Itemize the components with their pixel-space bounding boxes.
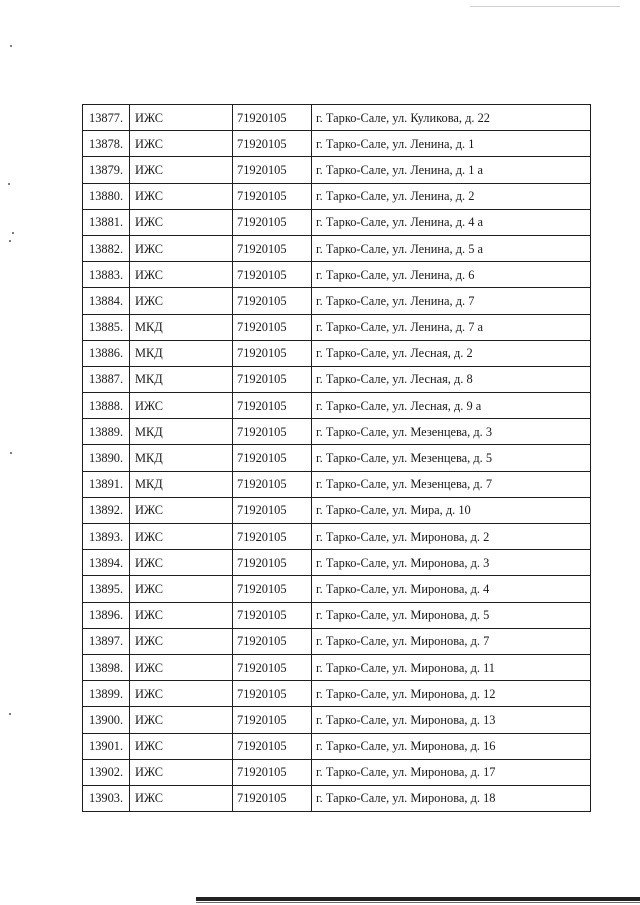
oktmo-code-cell: 71920105	[233, 654, 312, 680]
scan-speck	[8, 183, 10, 185]
building-type-cell: ИЖС	[130, 262, 233, 288]
address-cell: г. Тарко-Сале, ул. Ленина, д. 6	[312, 262, 591, 288]
building-type-cell: ИЖС	[130, 654, 233, 680]
table-row	[83, 524, 591, 550]
building-type-cell: ИЖС	[130, 393, 233, 419]
oktmo-code-cell: 71920105	[233, 183, 312, 209]
oktmo-code-cell: 71920105	[233, 235, 312, 261]
table-row	[83, 628, 591, 654]
row-number-cell: 13880.	[83, 183, 130, 209]
row-number-cell: 13891.	[83, 471, 130, 497]
table-row	[83, 209, 591, 235]
row-number-cell: 13878.	[83, 131, 130, 157]
oktmo-code-cell: 71920105	[233, 576, 312, 602]
building-type-cell: ИЖС	[130, 131, 233, 157]
oktmo-code-cell: 71920105	[233, 759, 312, 785]
table-row	[83, 235, 591, 261]
address-cell: г. Тарко-Сале, ул. Ленина, д. 2	[312, 183, 591, 209]
oktmo-code-cell: 71920105	[233, 524, 312, 550]
building-type-cell: МКД	[130, 419, 233, 445]
table-row	[83, 445, 591, 471]
building-type-cell: МКД	[130, 366, 233, 392]
oktmo-code-cell: 71920105	[233, 288, 312, 314]
building-type-cell: МКД	[130, 340, 233, 366]
table-row	[83, 707, 591, 733]
row-number-cell: 13884.	[83, 288, 130, 314]
building-type-cell: ИЖС	[130, 235, 233, 261]
table-row	[83, 550, 591, 576]
scan-speck	[10, 45, 12, 47]
address-cell: г. Тарко-Сале, ул. Мезенцева, д. 5	[312, 445, 591, 471]
scan-edge-line	[470, 6, 620, 7]
address-cell: г. Тарко-Сале, ул. Куликова, д. 22	[312, 105, 591, 131]
address-cell: г. Тарко-Сале, ул. Миронова, д. 13	[312, 707, 591, 733]
table-row	[83, 393, 591, 419]
address-cell: г. Тарко-Сале, ул. Лесная, д. 8	[312, 366, 591, 392]
table-row	[83, 105, 591, 131]
row-number-cell: 13903.	[83, 785, 130, 811]
building-type-cell: ИЖС	[130, 105, 233, 131]
building-type-cell: ИЖС	[130, 550, 233, 576]
building-type-cell: ИЖС	[130, 157, 233, 183]
building-type-cell: ИЖС	[130, 524, 233, 550]
scan-bottom-edge	[196, 897, 640, 901]
registry-table-container	[82, 104, 590, 812]
address-cell: г. Тарко-Сале, ул. Лесная, д. 2	[312, 340, 591, 366]
address-cell: г. Тарко-Сале, ул. Мира, д. 10	[312, 497, 591, 523]
scan-speck	[9, 240, 11, 242]
building-type-cell: ИЖС	[130, 628, 233, 654]
address-cell: г. Тарко-Сале, ул. Лесная, д. 9 а	[312, 393, 591, 419]
oktmo-code-cell: 71920105	[233, 419, 312, 445]
row-number-cell: 13881.	[83, 209, 130, 235]
building-type-cell: ИЖС	[130, 733, 233, 759]
table-row	[83, 288, 591, 314]
table-row	[83, 497, 591, 523]
row-number-cell: 13899.	[83, 681, 130, 707]
registry-table-body	[83, 105, 591, 812]
oktmo-code-cell: 71920105	[233, 733, 312, 759]
oktmo-code-cell: 71920105	[233, 393, 312, 419]
building-type-cell: ИЖС	[130, 759, 233, 785]
address-cell: г. Тарко-Сале, ул. Миронова, д. 3	[312, 550, 591, 576]
table-row	[83, 366, 591, 392]
oktmo-code-cell: 71920105	[233, 314, 312, 340]
address-cell: г. Тарко-Сале, ул. Ленина, д. 5 а	[312, 235, 591, 261]
address-cell: г. Тарко-Сале, ул. Ленина, д. 1 а	[312, 157, 591, 183]
table-row	[83, 471, 591, 497]
address-cell: г. Тарко-Сале, ул. Миронова, д. 7	[312, 628, 591, 654]
table-row	[83, 576, 591, 602]
building-type-cell: ИЖС	[130, 288, 233, 314]
row-number-cell: 13901.	[83, 733, 130, 759]
scan-speck	[12, 232, 14, 234]
table-row	[83, 602, 591, 628]
address-cell: г. Тарко-Сале, ул. Миронова, д. 12	[312, 681, 591, 707]
table-row	[83, 262, 591, 288]
row-number-cell: 13879.	[83, 157, 130, 183]
oktmo-code-cell: 71920105	[233, 497, 312, 523]
row-number-cell: 13883.	[83, 262, 130, 288]
row-number-cell: 13888.	[83, 393, 130, 419]
row-number-cell: 13885.	[83, 314, 130, 340]
oktmo-code-cell: 71920105	[233, 550, 312, 576]
address-cell: г. Тарко-Сале, ул. Миронова, д. 5	[312, 602, 591, 628]
row-number-cell: 13897.	[83, 628, 130, 654]
oktmo-code-cell: 71920105	[233, 602, 312, 628]
table-row	[83, 733, 591, 759]
oktmo-code-cell: 71920105	[233, 785, 312, 811]
address-cell: г. Тарко-Сале, ул. Ленина, д. 7 а	[312, 314, 591, 340]
table-row	[83, 419, 591, 445]
row-number-cell: 13894.	[83, 550, 130, 576]
registry-table	[82, 104, 591, 812]
table-row	[83, 157, 591, 183]
row-number-cell: 13890.	[83, 445, 130, 471]
scan-bottom-edge-thin	[196, 902, 640, 903]
oktmo-code-cell: 71920105	[233, 471, 312, 497]
building-type-cell: ИЖС	[130, 707, 233, 733]
oktmo-code-cell: 71920105	[233, 628, 312, 654]
table-row	[83, 759, 591, 785]
oktmo-code-cell: 71920105	[233, 707, 312, 733]
address-cell: г. Тарко-Сале, ул. Миронова, д. 17	[312, 759, 591, 785]
row-number-cell: 13892.	[83, 497, 130, 523]
table-row	[83, 183, 591, 209]
oktmo-code-cell: 71920105	[233, 131, 312, 157]
oktmo-code-cell: 71920105	[233, 681, 312, 707]
oktmo-code-cell: 71920105	[233, 445, 312, 471]
oktmo-code-cell: 71920105	[233, 340, 312, 366]
scan-speck	[9, 713, 11, 715]
building-type-cell: ИЖС	[130, 576, 233, 602]
table-row	[83, 340, 591, 366]
address-cell: г. Тарко-Сале, ул. Ленина, д. 4 а	[312, 209, 591, 235]
building-type-cell: МКД	[130, 314, 233, 340]
row-number-cell: 13877.	[83, 105, 130, 131]
row-number-cell: 13882.	[83, 235, 130, 261]
address-cell: г. Тарко-Сале, ул. Миронова, д. 16	[312, 733, 591, 759]
row-number-cell: 13893.	[83, 524, 130, 550]
row-number-cell: 13886.	[83, 340, 130, 366]
oktmo-code-cell: 71920105	[233, 157, 312, 183]
table-row	[83, 314, 591, 340]
row-number-cell: 13898.	[83, 654, 130, 680]
table-row	[83, 681, 591, 707]
building-type-cell: ИЖС	[130, 183, 233, 209]
address-cell: г. Тарко-Сале, ул. Мезенцева, д. 7	[312, 471, 591, 497]
oktmo-code-cell: 71920105	[233, 105, 312, 131]
row-number-cell: 13902.	[83, 759, 130, 785]
table-row	[83, 131, 591, 157]
building-type-cell: ИЖС	[130, 209, 233, 235]
oktmo-code-cell: 71920105	[233, 366, 312, 392]
address-cell: г. Тарко-Сале, ул. Мезенцева, д. 3	[312, 419, 591, 445]
address-cell: г. Тарко-Сале, ул. Миронова, д. 11	[312, 654, 591, 680]
building-type-cell: ИЖС	[130, 602, 233, 628]
address-cell: г. Тарко-Сале, ул. Миронова, д. 18	[312, 785, 591, 811]
row-number-cell: 13889.	[83, 419, 130, 445]
address-cell: г. Тарко-Сале, ул. Ленина, д. 1	[312, 131, 591, 157]
scan-speck	[10, 452, 12, 454]
table-row	[83, 654, 591, 680]
address-cell: г. Тарко-Сале, ул. Миронова, д. 2	[312, 524, 591, 550]
row-number-cell: 13895.	[83, 576, 130, 602]
building-type-cell: МКД	[130, 445, 233, 471]
building-type-cell: ИЖС	[130, 497, 233, 523]
oktmo-code-cell: 71920105	[233, 209, 312, 235]
address-cell: г. Тарко-Сале, ул. Ленина, д. 7	[312, 288, 591, 314]
oktmo-code-cell: 71920105	[233, 262, 312, 288]
address-cell: г. Тарко-Сале, ул. Миронова, д. 4	[312, 576, 591, 602]
table-row	[83, 785, 591, 811]
building-type-cell: МКД	[130, 471, 233, 497]
building-type-cell: ИЖС	[130, 681, 233, 707]
building-type-cell: ИЖС	[130, 785, 233, 811]
row-number-cell: 13900.	[83, 707, 130, 733]
row-number-cell: 13887.	[83, 366, 130, 392]
row-number-cell: 13896.	[83, 602, 130, 628]
